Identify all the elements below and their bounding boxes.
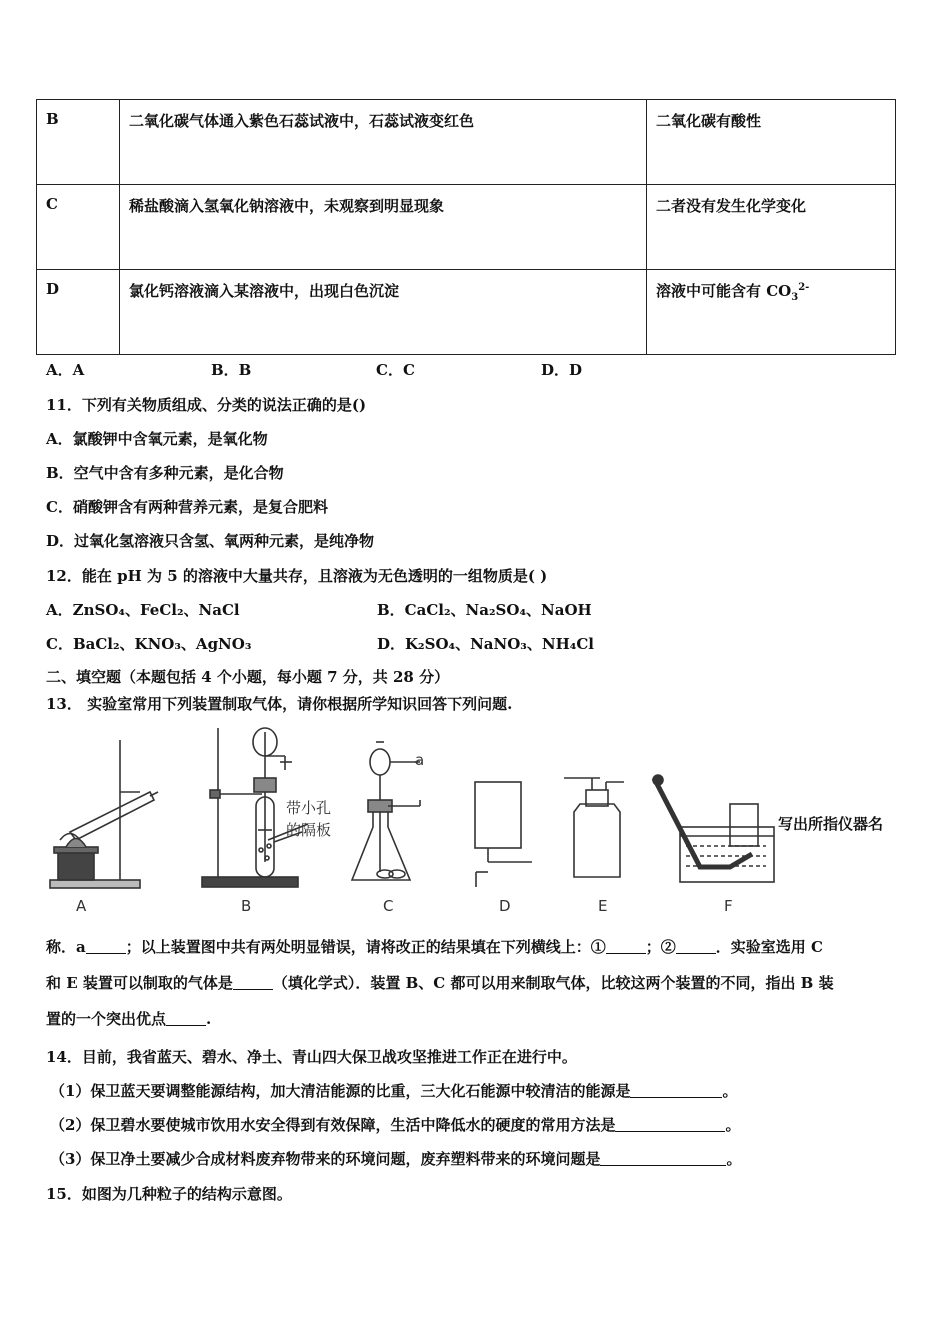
q11-stem: 11．下列有关物质组成、分类的说法正确的是() [46, 396, 367, 414]
annot-a: a [415, 751, 425, 769]
period: 。 [726, 1150, 742, 1168]
label-b: B [241, 897, 252, 915]
table-row [37, 185, 896, 270]
conclusion-text: 溶液中可能含有 CO [656, 282, 792, 300]
label-f: F [724, 897, 733, 915]
option-a[interactable]: A．A [46, 361, 85, 379]
q12-option-c[interactable]: C．BaCl₂、KNO₃、AgNO₃ [46, 635, 252, 653]
q11-option-c[interactable]: C．硝酸钾含有两种营养元素，是复合肥料 [46, 498, 328, 516]
q14-item-3 [50, 1148, 741, 1169]
q11-option-b[interactable]: B．空气中含有多种元素，是化合物 [46, 464, 284, 482]
q14-item-1 [50, 1080, 737, 1101]
apparatus-a [50, 740, 158, 888]
q13-text: 称．a [46, 938, 86, 956]
q11-option-d[interactable]: D．过氧化氢溶液只含氢、氧两种元素，是纯净物 [46, 532, 375, 550]
q13-paragraph [46, 929, 908, 1037]
q15-stem: 15．如图为几种粒子的结构示意图。 [46, 1185, 292, 1203]
q13-text: （填化学式）．装置 B、C 都可以用来制取气体，比较这两个装置的不同，指出 B 装 [272, 974, 834, 992]
q14-item-text: （2）保卫碧水要使城市饮用水安全得到有效保障，生活中降低水的硬度的常用方法是 [50, 1116, 616, 1134]
q12-options-row1 [46, 599, 592, 620]
q13-text: 和 E 装置可以制取的气体是 [46, 974, 233, 992]
apparatus-c [352, 742, 420, 880]
table-row [37, 270, 896, 355]
period: 。 [722, 1082, 738, 1100]
row-conclusion: 二者没有发生化学变化 [647, 185, 896, 270]
q12-stem: 12．能在 pH 为 5 的溶液中大量共存，且溶液为无色透明的一组物质是( ) [46, 567, 548, 585]
q14-item-2 [50, 1114, 740, 1135]
q12-option-b[interactable]: B．CaCl₂、Na₂SO₄、NaOH [377, 601, 592, 619]
blank-a[interactable] [86, 939, 126, 954]
superscript: 2- [798, 282, 810, 293]
row-letter: C [37, 185, 120, 270]
table-row [37, 100, 896, 185]
option-b[interactable]: B．B [211, 361, 252, 379]
annot-partition-1: 带小孔 [286, 799, 332, 817]
apparatus-e [564, 778, 624, 877]
apparatus-f [653, 775, 774, 882]
q14-item-text: （3）保卫净土要减少合成材料废弃物带来的环境问题，废弃塑料带来的环境问题是 [50, 1150, 601, 1168]
q13-text: ；② [645, 938, 676, 956]
q12-option-d[interactable]: D．K₂SO₄、NaNO₃、NH₄Cl [377, 635, 594, 653]
blank-1[interactable] [606, 939, 646, 954]
row-conclusion: 二氧化碳有酸性 [647, 100, 896, 185]
row-conclusion [647, 270, 896, 355]
label-d: D [499, 897, 511, 915]
annot-partition-2: 的隔板 [286, 821, 332, 839]
q13-stem: 13． 实验室常用下列装置制取气体，请你根据所学知识回答下列问题. [46, 695, 513, 713]
period: 。 [725, 1116, 741, 1134]
label-a: A [76, 897, 87, 915]
q12-options-row2 [46, 633, 594, 654]
q14-item-text: （1）保卫蓝天要调整能源结构，加大清洁能源的比重，三大化石能源中较清洁的能源是 [50, 1082, 631, 1100]
subscript: 3 [791, 292, 799, 303]
q11-option-a[interactable]: A．氯酸钾中含氧元素，是氧化物 [46, 430, 268, 448]
row-experiment: 二氧化碳气体通入紫色石蕊试液中，石蕊试液变红色 [120, 100, 647, 185]
blank-2[interactable] [676, 939, 716, 954]
row-letter: B [37, 100, 120, 185]
option-d[interactable]: D．D [541, 361, 583, 379]
blank-gas[interactable] [233, 975, 273, 990]
section-title: 二、填空题（本题包括 4 个小题，每小题 7 分，共 28 分） [46, 668, 450, 686]
q13-text: ；以上装置图中共有两处明显错误，请将改正的结果填在下列横线上：① [125, 938, 606, 956]
q13-text: 置的一个突出优点 [46, 1010, 167, 1028]
apparatus-figure [40, 722, 920, 922]
q13-text: . [206, 1010, 212, 1028]
q14-stem: 14．目前，我省蓝天、碧水、净土、青山四大保卫战攻坚推进工作正在进行中。 [46, 1048, 577, 1066]
q10-options [46, 359, 582, 380]
side-text: 写出所指仪器名 [778, 815, 884, 833]
blank-advantage[interactable] [166, 1011, 206, 1026]
row-letter: D [37, 270, 120, 355]
blank-q14-2[interactable] [615, 1117, 725, 1132]
row-experiment: 氯化钙溶液滴入某溶液中，出现白色沉淀 [120, 270, 647, 355]
q12-option-a[interactable]: A．ZnSO₄、FeCl₂、NaCl [46, 601, 240, 619]
label-c: C [383, 897, 394, 915]
q13-text: ．实验室选用 C [715, 938, 823, 956]
apparatus-d [475, 782, 532, 887]
blank-q14-3[interactable] [600, 1151, 726, 1166]
blank-q14-1[interactable] [630, 1083, 722, 1098]
label-e: E [598, 897, 608, 915]
option-c[interactable]: C．C [376, 361, 415, 379]
options-table [36, 99, 896, 355]
row-experiment: 稀盐酸滴入氢氧化钠溶液中，未观察到明显现象 [120, 185, 647, 270]
